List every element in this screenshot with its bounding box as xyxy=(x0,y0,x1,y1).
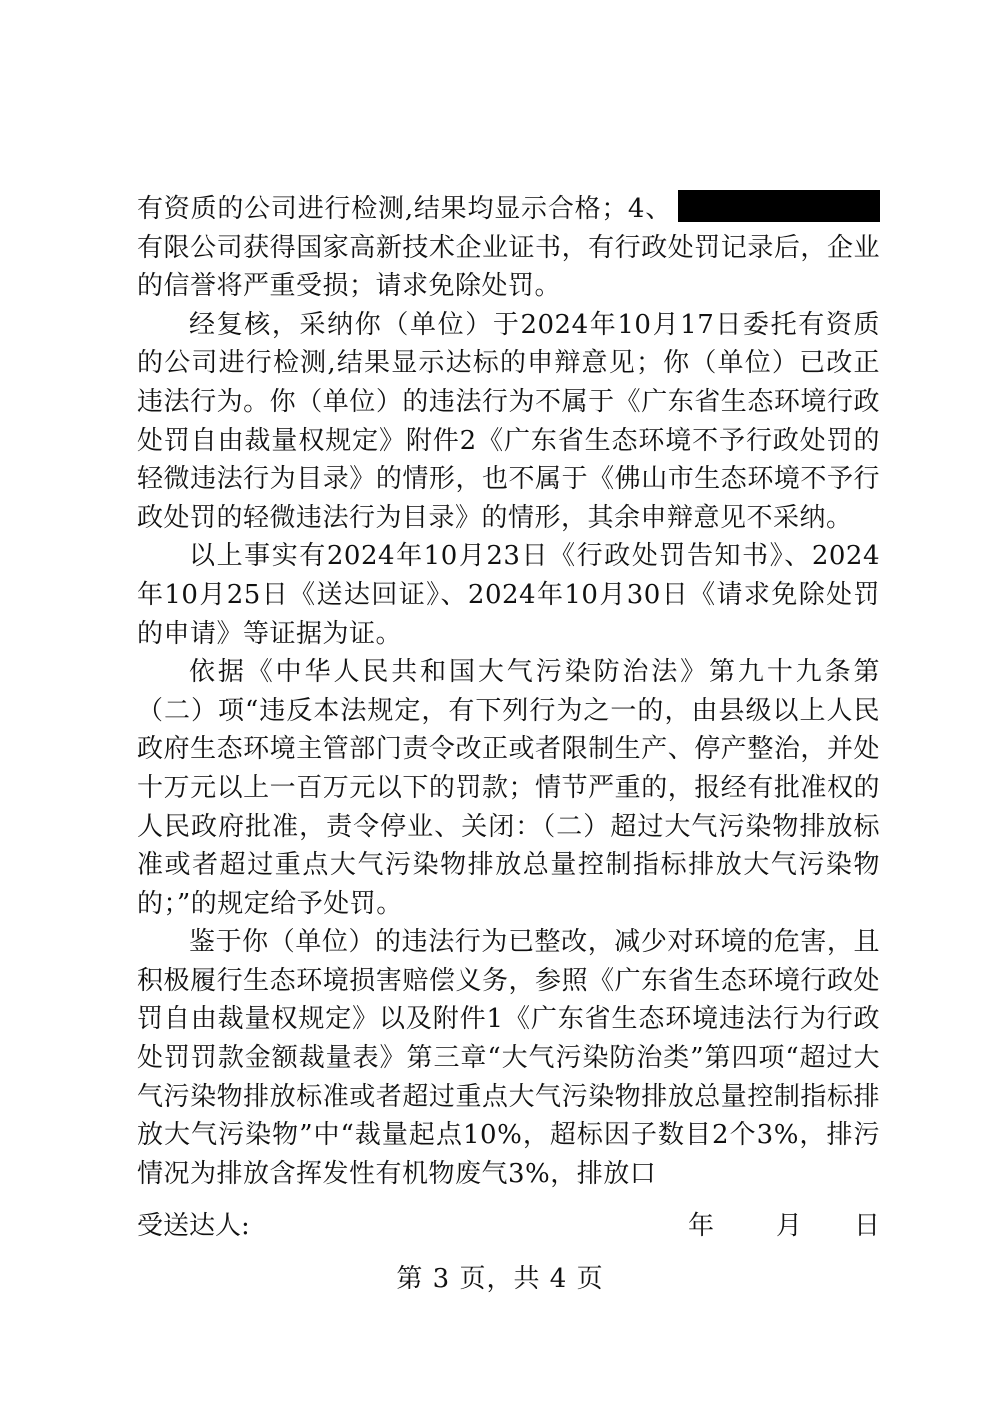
paragraph-text: 有限公司获得国家高新技术企业证书，有行政处罚记录后，企业的信誉将严重受损；请求免除处罚。 xyxy=(137,232,880,302)
document-body xyxy=(137,190,880,1193)
paragraph-text: 有资质的公司进行检测,结果均显示合格；4、 xyxy=(137,194,672,224)
paragraph-legal-basis: 依据《中华人民共和国大气污染防治法》第九十九条第（二）项“违反本法规定，有下列行为之一的，由县级以上人民政府生态环境主管部门责令改正或者限制生产、停产整治，并处十万元以上一百万元以下的罚款；情节严重的，报经有批准权的人民政府批准，责令停业、关闭：（二）超过大气污染物排放标准或者超过重点大气污染物排放总量控制指标排放大气污染物的；”的规定给予处罚。 xyxy=(137,657,880,919)
paragraph-evidence: 以上事实有2024年10月23日《行政处罚告知书》、2024年10月25日《送达回证》、2024年10月30日《请求免除处罚的申请》等证据为证。 xyxy=(137,541,880,649)
paragraph-discretion: 鉴于你（单位）的违法行为已整改，减少对环境的危害，且积极履行生态环境损害赔偿义务，参照《广东省生态环境行政处罚自由裁量权规定》以及附件1《广东省生态环境违法行为行政处罚罚款金额裁量表》第三章“大气污染防治类”第四项“超过大气污染物排放标准或者超过重点大气污染物排放总量控制指标排放大气污染物”中“裁量起点10%，超标因子数目2个3%，排污情况为排放含挥发性有机物废气3%，排放口 xyxy=(137,927,880,1189)
page-number: 第 3 页，共 4 页 xyxy=(396,1264,604,1294)
date-day-label: 日 xyxy=(853,1211,880,1241)
paragraph-applicant-statement xyxy=(137,190,880,306)
paragraph-review-result: 经复核，采纳你（单位）于2024年10月17日委托有资质的公司进行检测,结果显示达标的申辩意见；你（单位）已改正违法行为。你（单位）的违法行为不属于《广东省生态环境行政处罚自由裁量权规定》附件2《广东省生态环境不予行政处罚的轻微违法行为目录》的情形，也不属于《佛山市生态环境不予行政处罚的轻微违法行为目录》的情形，其余申辩意见不采纳。 xyxy=(137,309,880,533)
redaction-block xyxy=(678,190,880,222)
recipient-signature-row xyxy=(137,1206,880,1246)
recipient-label: 受送达人: xyxy=(137,1211,250,1241)
date-slot xyxy=(688,1206,880,1246)
date-month-label: 月 xyxy=(775,1211,802,1241)
date-year-label: 年 xyxy=(688,1211,715,1241)
